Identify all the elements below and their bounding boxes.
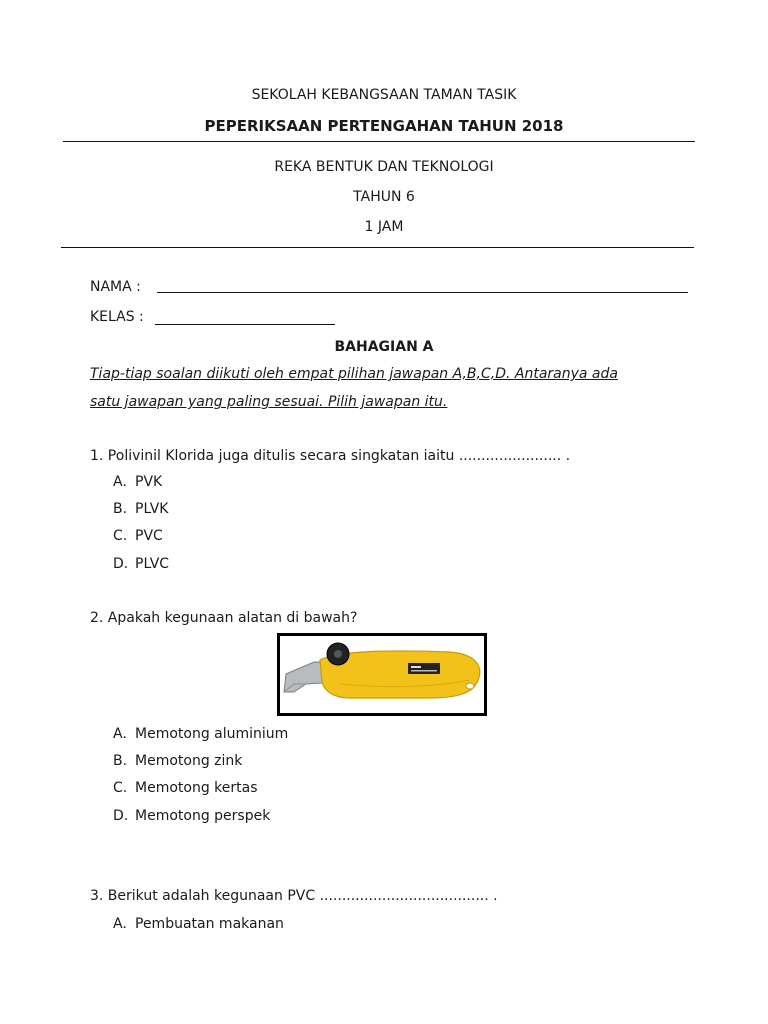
question-3-text: 3. Berikut adalah kegunaan PVC ...................................... . (90, 888, 498, 904)
school-name: SEKOLAH KEBANGSAAN TAMAN TASIK (251, 87, 517, 103)
question-1-option-b: B. PLVK (113, 501, 169, 517)
question-1-option-d: D. PLVC (113, 556, 170, 572)
instruction-line-1: Tiap-tiap soalan diikuti oleh empat pilihan jawapan A,B,C,D. Antaranya ada (90, 366, 618, 382)
question-1-option-c: C. PVC (113, 528, 163, 544)
header-divider-bottom (61, 247, 694, 248)
instruction-line-2: satu jawapan yang paling sesuai. Pilih jawapan itu. (90, 394, 448, 410)
question-2-option-b: B. Memotong zink (113, 753, 243, 769)
question-1-text: 1. Polivinil Klorida juga ditulis secara singkatan iaitu ....................... . (90, 448, 571, 464)
header-divider-top (63, 141, 695, 142)
class-label: KELAS : (90, 309, 144, 325)
question-2-option-c: C. Memotong kertas (113, 780, 258, 796)
year-label: TAHUN 6 (353, 189, 415, 205)
class-field-line[interactable] (155, 324, 335, 325)
cutter-tool-image (277, 633, 487, 716)
section-title: BAHAGIAN A (334, 339, 434, 355)
duration-label: 1 JAM (364, 219, 404, 235)
name-label: NAMA : (90, 279, 141, 295)
name-field-line[interactable] (157, 292, 688, 293)
question-2-option-a: A. Memotong aluminium (113, 726, 289, 742)
question-2-text: 2. Apakah kegunaan alatan di bawah? (90, 610, 358, 626)
subject-title: REKA BENTUK DAN TEKNOLOGI (274, 159, 494, 175)
question-2-option-d: D. Memotong perspek (113, 808, 271, 824)
cutter-knife-icon (280, 636, 484, 713)
question-1-option-a: A. PVK (113, 474, 163, 490)
exam-title: PEPERIKSAAN PERTENGAHAN TAHUN 2018 (204, 117, 564, 135)
question-3-option-a: A. Pembuatan makanan (113, 916, 284, 932)
